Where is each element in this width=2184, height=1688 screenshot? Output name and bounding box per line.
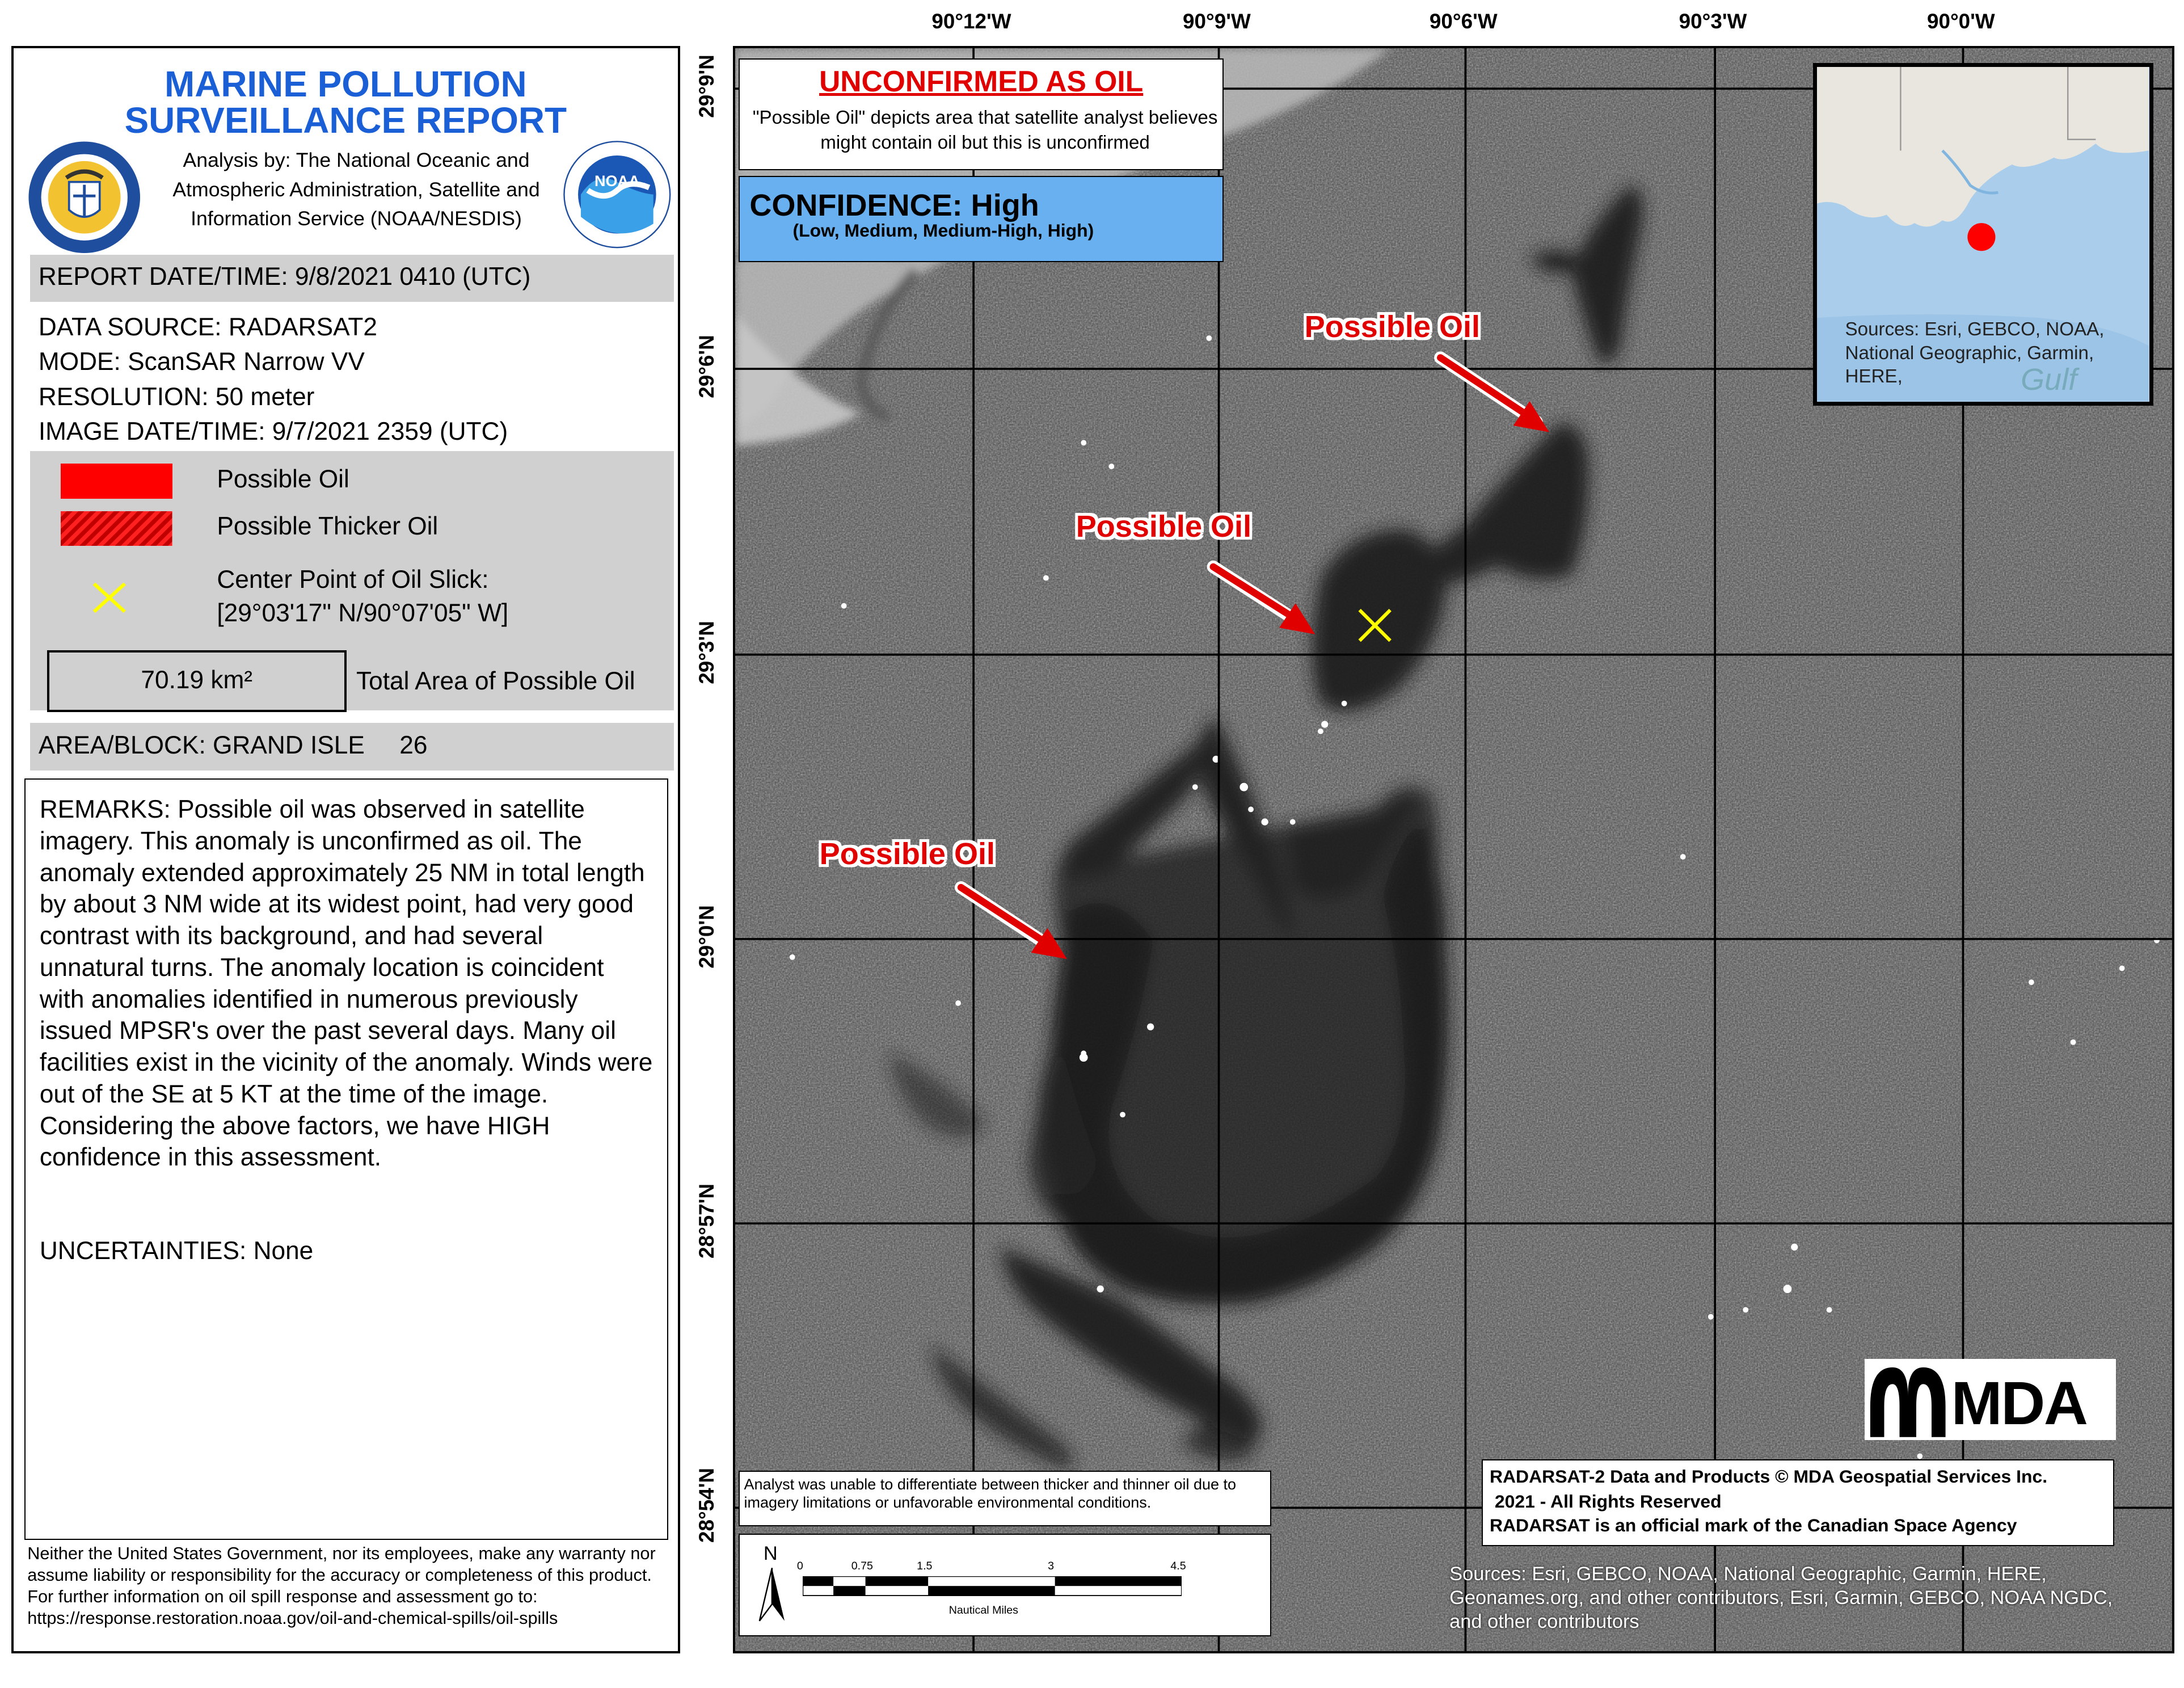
info-link[interactable]: https://response.restoration.noaa.gov/oil-and-chemical-spills/oil-spills bbox=[27, 1608, 558, 1628]
thicker-oil-label: Possible Thicker Oil bbox=[217, 512, 439, 541]
svg-text:NOAA: NOAA bbox=[594, 172, 640, 190]
report-title-line1: MARINE POLLUTION bbox=[165, 64, 527, 104]
remarks-text: REMARKS: Possible oil was observed in satellite imagery. This anomaly is unconfirmed as oil. The anomaly extended approximately 25 NM in total length by about 3 NM wide at its widest point, had very good contrast with its background, and had several unnatural turns. The anomaly location is coincident with anomalies identified in numerous previously issued MPSR's over the past several days. Many oil facilities exist in the vicinity of the anomaly. Winds were out of the SE at 5 KT at the time of the image. Considering the above factors, we have HIGH confidence in this assessment. bbox=[39, 795, 653, 1172]
scale-tick: 1.5 bbox=[917, 1559, 933, 1572]
unconfirmed-title: UNCONFIRMED AS OIL bbox=[819, 64, 1144, 98]
confidence-scale: (Low, Medium, Medium-High, High) bbox=[792, 220, 1094, 241]
longitude-label: 90°6'W bbox=[1429, 10, 1498, 33]
possible-oil-swatch bbox=[61, 464, 172, 498]
latitude-label: 29°3'N bbox=[694, 621, 718, 684]
inset-sources: Sources: Esri, GEBCO, NOAA, National Geographic, Garmin, HERE, bbox=[1845, 318, 2105, 388]
copyright-line: RADARSAT is an official mark of the Canadian Space Agency bbox=[1489, 1515, 2017, 1536]
copyright-notice bbox=[1482, 1459, 2114, 1546]
disclaimer bbox=[27, 1543, 668, 1629]
area-block: AREA/BLOCK: GRAND ISLE 26 bbox=[38, 731, 428, 759]
possible-oil-callout: Possible Oil bbox=[1076, 509, 1252, 544]
report-datetime: REPORT DATE/TIME: 9/8/2021 0410 (UTC) bbox=[38, 263, 531, 291]
total-area-label: Total Area of Possible Oil bbox=[356, 667, 635, 695]
scale-and-north-arrow bbox=[739, 1534, 1271, 1637]
confidence-level: CONFIDENCE: High bbox=[749, 188, 1039, 223]
locator-inset-map[interactable] bbox=[1813, 63, 2153, 406]
mda-logo bbox=[1865, 1359, 2115, 1440]
longitude-label: 90°0'W bbox=[1926, 10, 1995, 33]
possible-oil-label: Possible Oil bbox=[217, 465, 349, 493]
commerce-seal-icon bbox=[27, 140, 141, 254]
latitude-label: 29°0'N bbox=[694, 905, 718, 969]
latitude-label: 28°57'N bbox=[694, 1184, 718, 1259]
possible-oil-callout: Possible Oil bbox=[1304, 310, 1481, 344]
imaging-mode: MODE: ScanSAR Narrow VV bbox=[38, 348, 365, 376]
report-info-panel bbox=[11, 46, 680, 1653]
north-label: N bbox=[763, 1543, 778, 1565]
location-marker-icon bbox=[1968, 223, 1996, 251]
possible-oil-callout: Possible Oil bbox=[819, 837, 996, 872]
remarks-box bbox=[24, 778, 668, 1539]
analyst-note: Analyst was unable to differentiate between thicker and thinner oil due to imagery limitations or unfavorable environmental conditions. bbox=[739, 1471, 1271, 1526]
report-datetime-row bbox=[30, 255, 674, 302]
scale-bar bbox=[803, 1576, 1182, 1596]
longitude-label: 90°9'W bbox=[1182, 10, 1251, 33]
scale-tick: 4.5 bbox=[1170, 1559, 1186, 1572]
copyright-line: RADARSAT-2 Data and Products © MDA Geospatial Services Inc. bbox=[1489, 1466, 2048, 1487]
scale-units: Nautical Miles bbox=[948, 1604, 1018, 1617]
image-datetime: IMAGE DATE/TIME: 9/7/2021 2359 (UTC) bbox=[38, 418, 508, 446]
longitude-label: 90°3'W bbox=[1679, 10, 1747, 33]
copyright-line: 2021 - All Rights Reserved bbox=[1489, 1491, 1722, 1512]
unconfirmed-notice bbox=[739, 58, 1224, 170]
center-point-coords: [29°03'17" N/90°07'05" W] bbox=[217, 599, 509, 627]
center-point-label: Center Point of Oil Slick: bbox=[217, 565, 489, 593]
scale-tick: 3 bbox=[1048, 1559, 1055, 1572]
liability-disclaimer: Neither the United States Government, nor its employees, make any warranty nor assume liability or responsibility for the accuracy or completeness of this product. bbox=[27, 1543, 656, 1585]
center-point-marker-icon bbox=[88, 581, 130, 614]
latitude-label: 28°54'N bbox=[694, 1468, 718, 1543]
scale-tick: 0.75 bbox=[851, 1559, 873, 1572]
latitude-label: 29°6'N bbox=[694, 335, 718, 398]
further-info-text: For further information on oil spill response and assessment go to: bbox=[27, 1586, 538, 1606]
latitude-label: 29°9'N bbox=[694, 54, 718, 119]
mda-logo-text: MDA bbox=[1951, 1369, 2087, 1438]
uncertainties-text: UNCERTAINTIES: None bbox=[39, 1237, 314, 1265]
analysis-attribution: Analysis by: The National Oceanic and Atmospheric Administration, Satellite and Information Service (NOAA/NESDIS) bbox=[172, 149, 540, 230]
scale-tick: 0 bbox=[796, 1559, 803, 1572]
area-block-row bbox=[30, 723, 674, 771]
unconfirmed-description: "Possible Oil" depicts area that satellite analyst believes might contain oil but this is unconfirmed bbox=[752, 107, 1218, 154]
thicker-oil-swatch bbox=[61, 511, 172, 546]
image-resolution: RESOLUTION: 50 meter bbox=[38, 382, 315, 411]
report-title-line2: SURVEILLANCE REPORT bbox=[124, 99, 567, 141]
confidence-box bbox=[739, 176, 1224, 262]
inset-partial-label: Gulf bbox=[2021, 363, 2077, 397]
total-area-value: 70.19 km² bbox=[47, 650, 347, 712]
longitude-label: 90°12'W bbox=[931, 10, 1011, 33]
mda-logo-icon bbox=[1867, 1365, 1949, 1437]
map-sources: Sources: Esri, GEBCO, NOAA, National Geographic, Garmin, HERE, Geonames.org, and other contributors, Esri, Garmin, GEBCO, NOAA NGDC, and other contributors bbox=[1449, 1563, 2113, 1632]
noaa-logo-icon bbox=[563, 140, 672, 249]
data-source: DATA SOURCE: RADARSAT2 bbox=[38, 313, 377, 341]
